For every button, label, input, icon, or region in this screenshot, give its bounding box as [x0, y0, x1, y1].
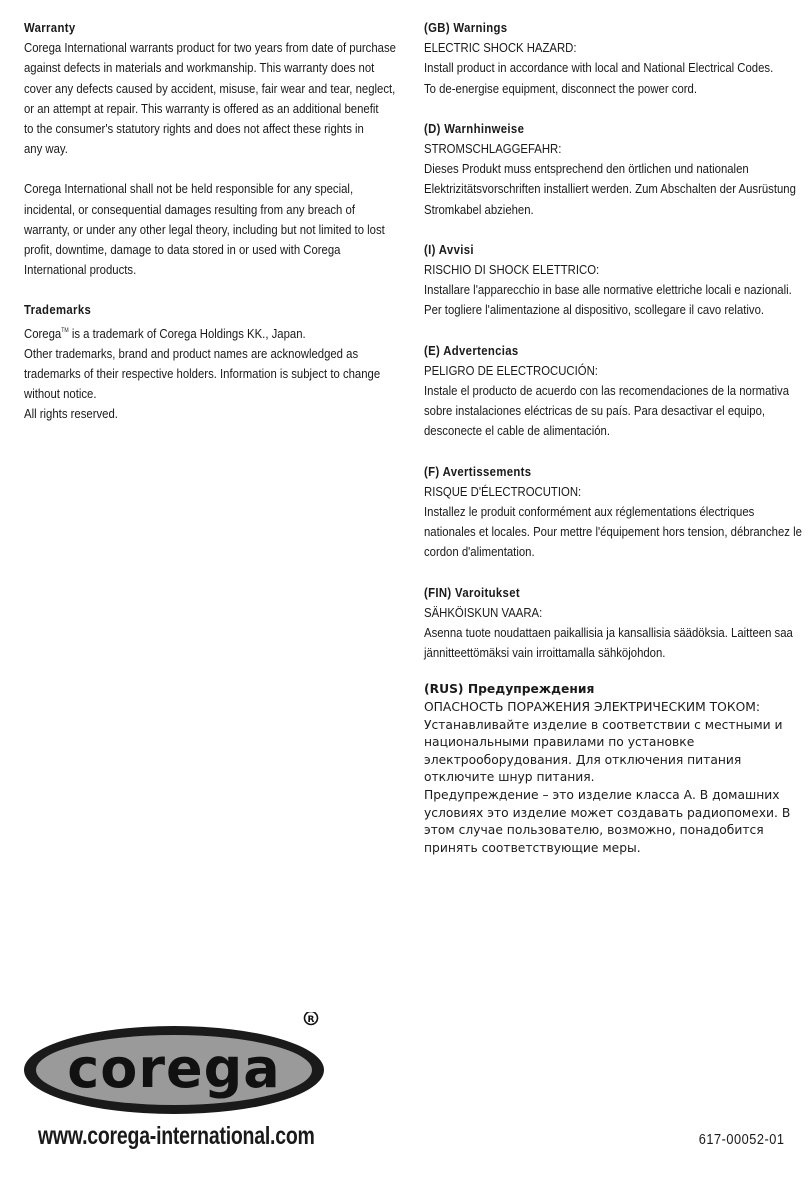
part-number: 617-00052-01: [698, 1132, 784, 1148]
warranty-text-line: to the consumer's statutory rights and does not affect these rights in: [24, 121, 364, 137]
liability-text-line: Corega International shall not be held responsible for any special,: [24, 181, 354, 197]
warning-line: принять соответствующие меры.: [424, 840, 641, 855]
trademark-line: [24, 321, 395, 344]
left-column: [24, 18, 396, 425]
warning-line: sobre instalaciones eléctricas de su país. Para desactivar el equipo,: [424, 403, 766, 419]
warnings-i: [424, 240, 793, 321]
warnings-e-heading: (E) Advertencias: [424, 342, 519, 358]
warning-line: ОПАСНОСТЬ ПОРАЖЕНИЯ ЭЛЕКТРИЧЕСКИМ ТОКОМ:: [424, 700, 761, 715]
warnings-d: [424, 119, 796, 220]
warning-line: nationales et locales. Pour mettre l'équipement hors tension, débranchez le: [424, 524, 802, 540]
trademarks-section: [24, 300, 395, 424]
warning-line: национальными правилами по установке: [424, 735, 695, 750]
website-url: www.corega-international.com: [38, 1122, 315, 1150]
warnings-rus: [424, 681, 794, 857]
warranty-section: [24, 18, 395, 280]
warranty-text-line: Corega International warrants product for two years from date of purchase: [24, 40, 396, 56]
trademarks-text-line: Other trademarks, brand and product names are acknowledged as: [24, 345, 359, 361]
trademarks-text-line: trademarks of their respective holders. Information is subject to change: [24, 366, 381, 382]
trademarks-text-line: without notice.: [24, 386, 97, 402]
warning-line: ELECTRIC SHOCK HAZARD:: [424, 40, 577, 56]
warning-line: электрооборудования. Для отключения питания: [424, 752, 742, 767]
trademarks-heading: Trademarks: [24, 302, 92, 318]
warranty-text-line: any way.: [24, 141, 68, 157]
warning-line: To de-energise equipment, disconnect the power cord.: [424, 80, 697, 96]
brand-name: Corega: [24, 325, 62, 341]
liability-text-line: profit, downtime, damage to data stored in or used with Corega: [24, 242, 341, 258]
warnings-f-heading: (F) Avertissements: [424, 463, 532, 479]
warning-line: RISCHIO DI SHOCK ELETTRICO:: [424, 262, 600, 278]
trademark-symbol: TM: [61, 327, 69, 334]
trademarks-text-line: All rights reserved.: [24, 406, 118, 422]
warning-line: Install product in accordance with local and National Electrical Codes.: [424, 60, 774, 76]
warranty-heading: Warranty: [24, 20, 76, 35]
right-column: [424, 18, 802, 857]
warnings-rus-heading: (RUS) Предупреждения: [424, 682, 595, 697]
warning-line: условиях это изделие может создавать радиопомехи. В: [424, 805, 791, 820]
warning-line: Asenna tuote noudattaen paikallisia ja kansallisia säädöksia. Laitteen saa: [424, 625, 793, 641]
warnings-d-heading: (D) Warnhinweise: [424, 120, 525, 136]
warning-line: отключите шнур питания.: [424, 770, 595, 785]
warranty-text-line: cover any defects caused by accident, misuse, fair wear and tear, neglect,: [24, 80, 396, 96]
corega-logo: [22, 1012, 328, 1116]
warning-line: jännitteettömäksi vain irroittamalla sähköjohdon.: [424, 645, 666, 661]
trademark-text: is a trademark of Corega Holdings KK., Japan.: [68, 325, 306, 341]
warning-line: SÄHKÖISKUN VAARA:: [424, 604, 543, 620]
warning-line: desconecte el cable de alimentación.: [424, 423, 611, 439]
warning-line: Installez le produit conformément aux réglementations électriques: [424, 504, 755, 520]
logo-wordmark: corega: [67, 1037, 281, 1100]
corega-logo-graphic: [22, 1012, 328, 1116]
liability-text-line: warranty, or under any other legal theory, including but not limited to lost: [24, 221, 385, 237]
warnings-fin: [424, 583, 793, 664]
warning-line: этом случае пользователю, возможно, понадобится: [424, 823, 764, 838]
warranty-text-line: against defects in materials and workmanship. This warranty does not: [24, 60, 375, 76]
warnings-gb: [424, 18, 793, 99]
warning-line: Dieses Produkt muss entsprechend den örtlichen und nationalen: [424, 161, 749, 177]
liability-text-line: incidental, or consequential damages resulting from any breach of: [24, 201, 355, 217]
warranty-text-line: or an attempt at repair. This warranty is offered as an additional benefit: [24, 100, 379, 116]
warning-line: Elektrizitätsvorschriften installiert werden. Zum Abschalten der Ausrüstung: [424, 181, 796, 197]
warning-line: Предупреждение – это изделие класса А. В домашних: [424, 788, 780, 803]
warnings-fin-heading: (FIN) Varoitukset: [424, 584, 520, 600]
warning-line: Per togliere l'alimentazione al dispositivo, scollegare il cavo relativo.: [424, 302, 765, 318]
warning-line: Installare l'apparecchio in base alle normative elettriche locali e nazionali.: [424, 282, 792, 298]
warning-line: cordon d'alimentation.: [424, 544, 535, 560]
warning-line: STROMSCHLAGGEFAHR:: [424, 141, 562, 157]
warning-line: Устанавливайте изделие в соответствии с местными и: [424, 717, 783, 732]
liability-text-line: International products.: [24, 262, 137, 278]
warnings-e: [424, 341, 793, 442]
warning-line: Instale el producto de acuerdo con las recomendaciones de la normativa: [424, 383, 790, 399]
warnings-i-heading: (I) Avvisi: [424, 241, 474, 257]
warnings-gb-heading: (GB) Warnings: [424, 20, 508, 35]
warning-line: Stromkabel abziehen.: [424, 201, 534, 217]
warning-line: RISQUE D'ÉLECTROCUTION:: [424, 483, 582, 499]
registered-mark: R: [307, 1015, 315, 1025]
warning-line: PELIGRO DE ELECTROCUCIÓN:: [424, 362, 598, 378]
warnings-f: [424, 462, 802, 563]
